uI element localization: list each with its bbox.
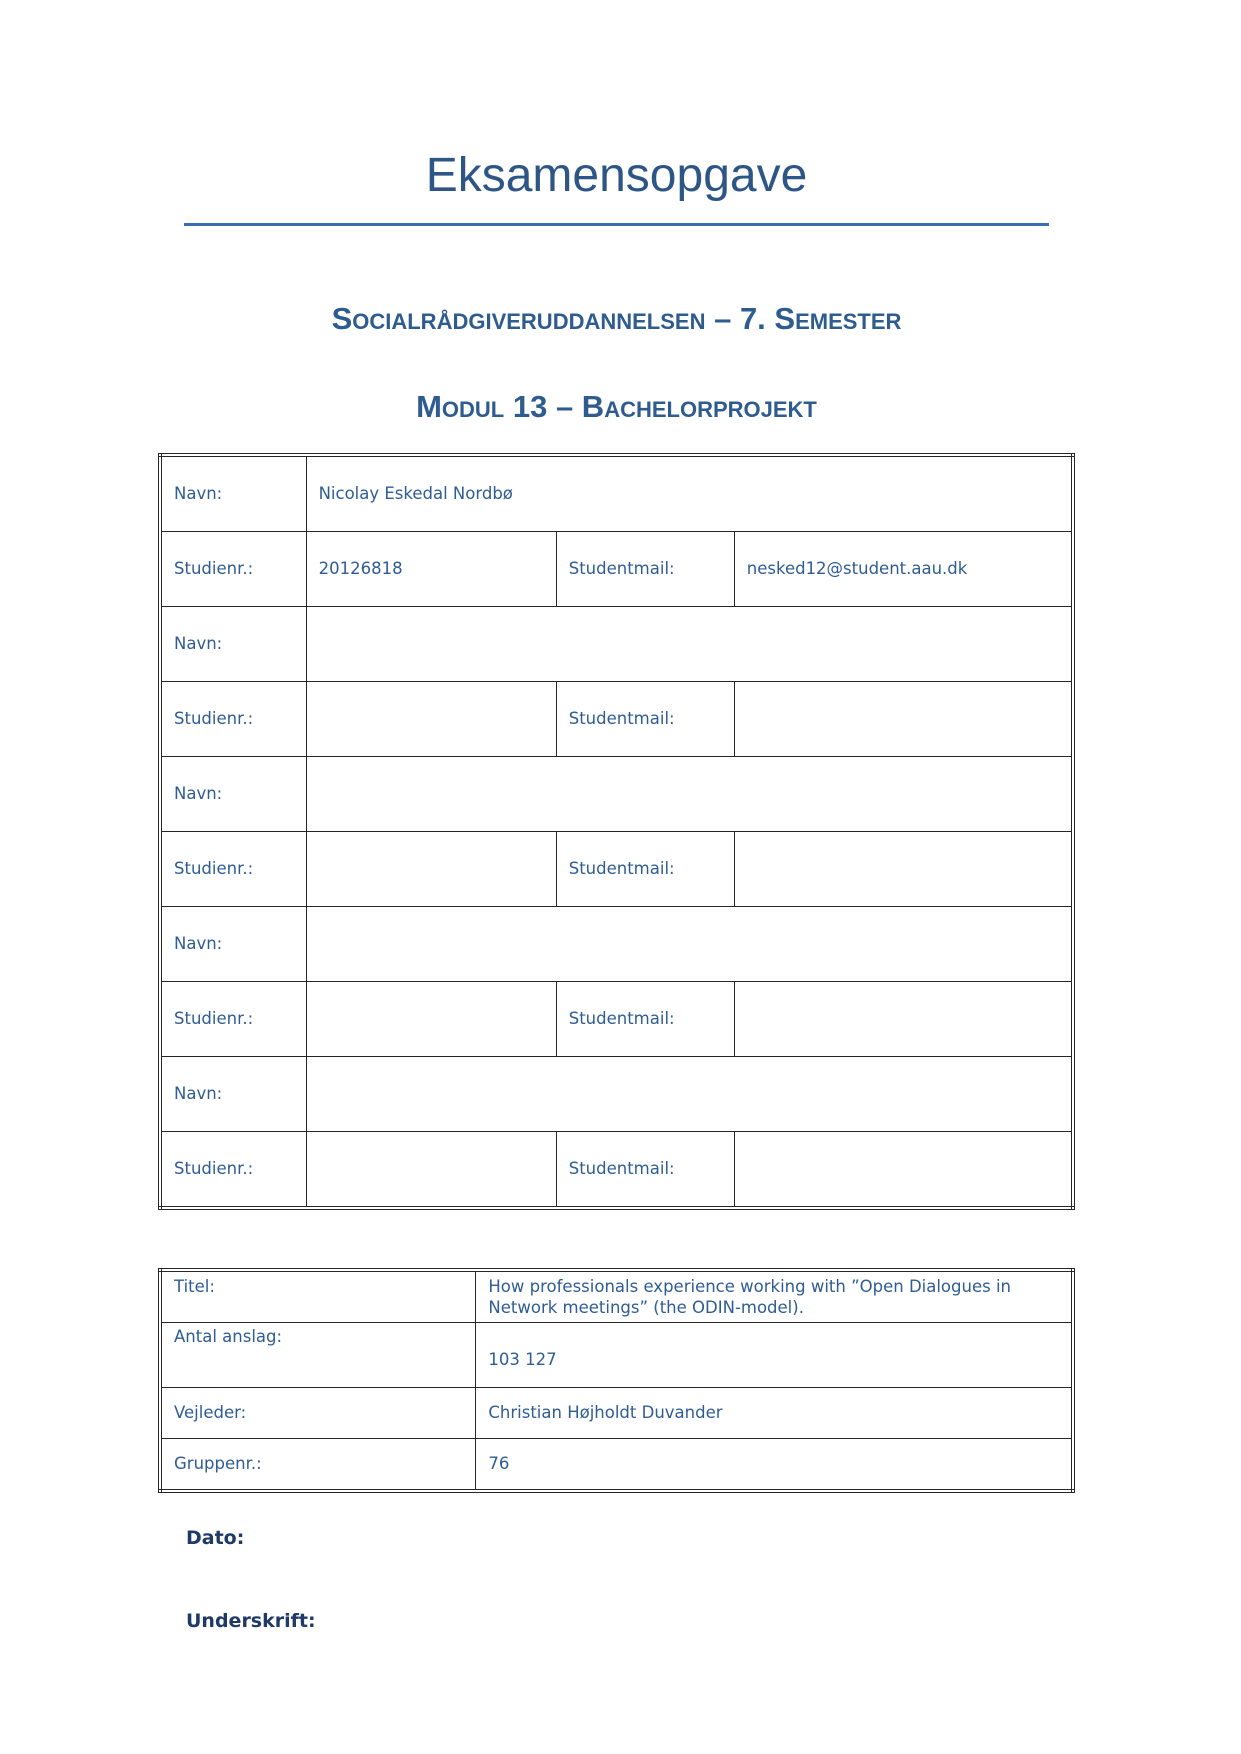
titel-label: Titel: xyxy=(160,1270,476,1323)
gruppenr-label: Gruppenr.: xyxy=(160,1438,476,1491)
title-underline xyxy=(184,223,1049,226)
document-page xyxy=(158,0,1075,1633)
studienr-value xyxy=(306,981,556,1056)
antal-anslag-label: Antal anslag: xyxy=(160,1322,476,1387)
studentmail-label: Studentmail: xyxy=(556,1131,734,1208)
student-id-row xyxy=(160,1131,1073,1208)
dato-label: Dato: xyxy=(186,1526,245,1549)
studienr-value xyxy=(306,681,556,756)
studentmail-value xyxy=(734,681,1073,756)
navn-label: Navn: xyxy=(160,906,306,981)
student-name-row xyxy=(160,906,1073,981)
student-id-row xyxy=(160,681,1073,756)
page-title: Eksamensopgave xyxy=(425,149,808,202)
studentmail-label: Studentmail: xyxy=(556,831,734,906)
student-id-row xyxy=(160,981,1073,1056)
studienr-label: Studienr.: xyxy=(160,531,306,606)
studienr-value xyxy=(306,831,556,906)
titel-value: How professionals experience working with ”Open Dialogues in Network meetings” (the ODIN-model). xyxy=(476,1270,1073,1323)
gruppenr-row xyxy=(160,1438,1073,1491)
studienr-value xyxy=(306,1131,556,1208)
student-id-row xyxy=(160,531,1073,606)
navn-value xyxy=(306,606,1073,681)
navn-value xyxy=(306,906,1073,981)
studentmail-value xyxy=(734,981,1073,1056)
underskrift-label: Underskrift: xyxy=(186,1610,316,1633)
titel-row xyxy=(160,1270,1073,1323)
navn-label: Navn: xyxy=(160,606,306,681)
navn-value: Nicolay Eskedal Nordbø xyxy=(306,455,1073,532)
programme-heading: Socialrådgiveruddannelsen – 7. Semester xyxy=(331,301,902,337)
navn-label: Navn: xyxy=(160,756,306,831)
student-name-row xyxy=(160,756,1073,831)
studentmail-value xyxy=(734,831,1073,906)
studentmail-label: Studentmail: xyxy=(556,981,734,1056)
vejleder-row xyxy=(160,1387,1073,1438)
student-id-row xyxy=(160,831,1073,906)
student-name-row xyxy=(160,1056,1073,1131)
student-name-row xyxy=(160,606,1073,681)
antal-anslag-row xyxy=(160,1322,1073,1387)
project-info-table xyxy=(158,1268,1075,1493)
navn-value xyxy=(306,756,1073,831)
studienr-label: Studienr.: xyxy=(160,1131,306,1208)
studentmail-label: Studentmail: xyxy=(556,531,734,606)
studienr-label: Studienr.: xyxy=(160,981,306,1056)
studienr-label: Studienr.: xyxy=(160,681,306,756)
vejleder-value: Christian Højholdt Duvander xyxy=(476,1387,1073,1438)
module-heading: Modul 13 – Bachelorprojekt xyxy=(416,389,817,425)
navn-label: Navn: xyxy=(160,1056,306,1131)
vejleder-label: Vejleder: xyxy=(160,1387,476,1438)
student-name-row xyxy=(160,455,1073,532)
studentmail-label: Studentmail: xyxy=(556,681,734,756)
studienr-label: Studienr.: xyxy=(160,831,306,906)
students-table xyxy=(158,453,1075,1210)
studienr-value: 20126818 xyxy=(306,531,556,606)
gruppenr-value: 76 xyxy=(476,1438,1073,1491)
studentmail-value xyxy=(734,1131,1073,1208)
navn-label: Navn: xyxy=(160,455,306,532)
studentmail-value: nesked12@student.aau.dk xyxy=(734,531,1073,606)
antal-anslag-value: 103 127 xyxy=(476,1322,1073,1387)
navn-value xyxy=(306,1056,1073,1131)
